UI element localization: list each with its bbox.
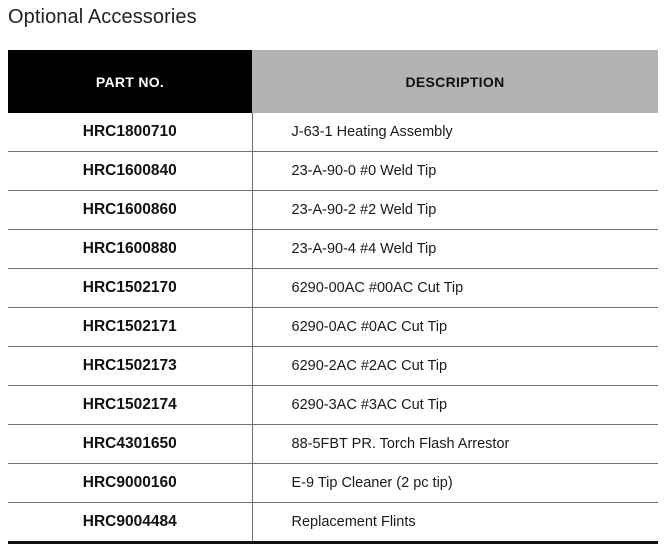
table-row: [8, 347, 658, 386]
description-cell: 6290-3AC #3AC Cut Tip: [252, 386, 658, 425]
description-cell: 23-A-90-0 #0 Weld Tip: [252, 152, 658, 191]
part-number-cell: HRC1600880: [8, 230, 252, 269]
table-row: [8, 269, 658, 308]
description-cell: 88-5FBT PR. Torch Flash Arrestor: [252, 425, 658, 464]
part-number-cell: HRC4301650: [8, 425, 252, 464]
table-body: [8, 113, 658, 543]
description-cell: E-9 Tip Cleaner (2 pc tip): [252, 464, 658, 503]
table-row: [8, 230, 658, 269]
page-title: Optional Accessories: [8, 6, 197, 28]
part-number-cell: HRC9004484: [8, 503, 252, 543]
accessories-table: [8, 50, 658, 544]
table-row: [8, 386, 658, 425]
description-column-header: DESCRIPTION: [252, 50, 658, 113]
description-cell: 23-A-90-2 #2 Weld Tip: [252, 191, 658, 230]
table-row: [8, 191, 658, 230]
table-row: [8, 425, 658, 464]
header-row: [8, 50, 658, 113]
part-number-cell: HRC1502171: [8, 308, 252, 347]
table-row: [8, 152, 658, 191]
table-row: [8, 503, 658, 543]
part-number-cell: HRC1800710: [8, 113, 252, 152]
description-cell: 6290-2AC #2AC Cut Tip: [252, 347, 658, 386]
table-row: [8, 464, 658, 503]
table-row: [8, 308, 658, 347]
description-cell: 6290-0AC #0AC Cut Tip: [252, 308, 658, 347]
part-number-cell: HRC1502170: [8, 269, 252, 308]
description-cell: 23-A-90-4 #4 Weld Tip: [252, 230, 658, 269]
part-number-cell: HRC1600860: [8, 191, 252, 230]
part-number-cell: HRC1502174: [8, 386, 252, 425]
table-row: [8, 113, 658, 152]
table-header: [8, 50, 658, 113]
description-cell: 6290-00AC #00AC Cut Tip: [252, 269, 658, 308]
description-cell: Replacement Flints: [252, 503, 658, 543]
part-number-cell: HRC1502173: [8, 347, 252, 386]
description-cell: J-63-1 Heating Assembly: [252, 113, 658, 152]
part-number-cell: HRC9000160: [8, 464, 252, 503]
part-no-column-header: PART NO.: [8, 50, 252, 113]
part-number-cell: HRC1600840: [8, 152, 252, 191]
